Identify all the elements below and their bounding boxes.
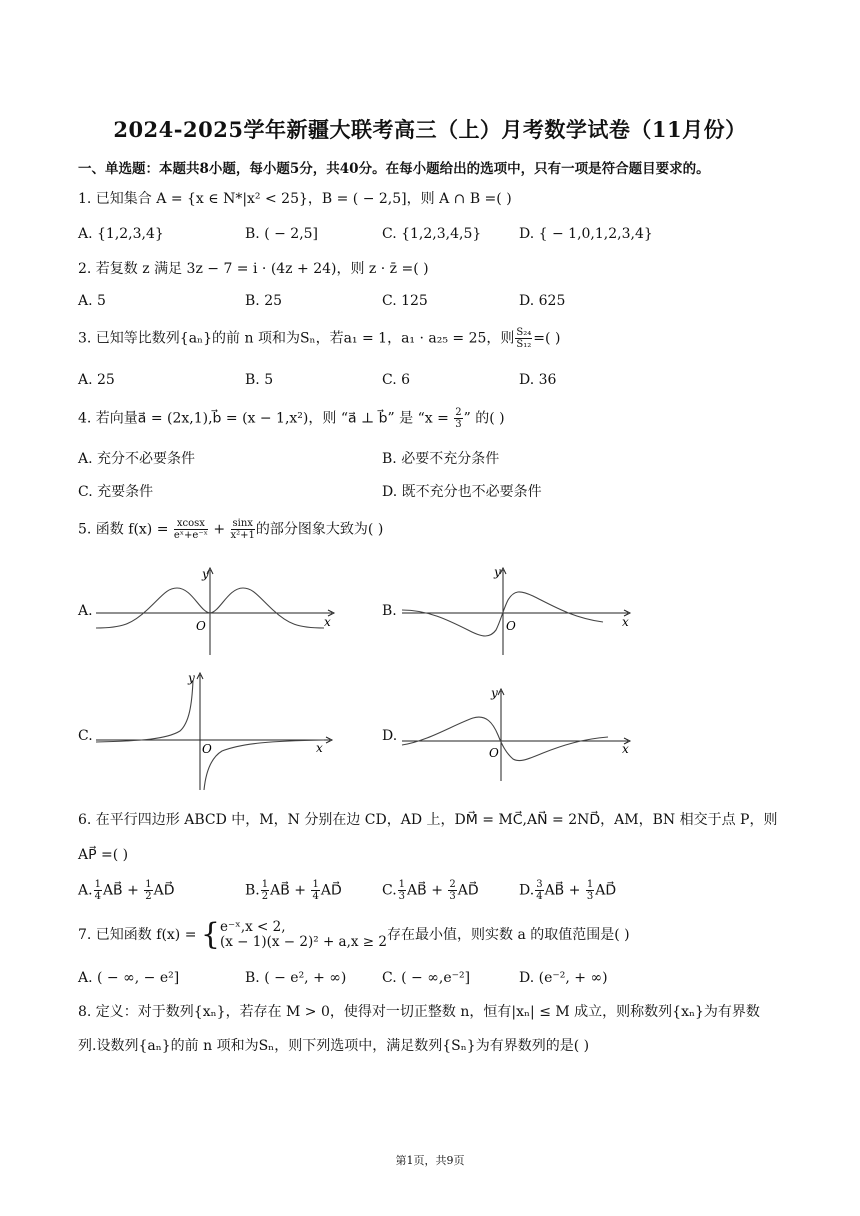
q6-d-term2: AD⃗	[595, 882, 617, 899]
graph-a	[92, 560, 342, 660]
q6-a-frac2-den: 2	[145, 891, 152, 902]
q6-c-frac2-num: 2	[449, 879, 456, 890]
graph-c-x-label: x	[316, 741, 323, 755]
question-6-stem-line2: AP⃗ =( )	[78, 847, 129, 863]
page-title: 2024-2025学年新疆大联考高三（上）月考数学试卷（11月份）	[113, 117, 747, 142]
q6-option-a	[78, 879, 175, 902]
q4-fraction	[454, 407, 462, 430]
q6-a-frac1	[94, 879, 102, 902]
q6-option-c	[382, 879, 479, 902]
q4-option-d: D. 既不充分也不必要条件	[382, 484, 542, 500]
q6-d-label: D.	[519, 882, 535, 899]
question-5-stem	[78, 518, 383, 541]
q6-a-frac2	[144, 879, 152, 902]
q4-frac-den: 3	[455, 419, 462, 430]
q3-fraction	[515, 327, 532, 350]
graph-d	[398, 683, 638, 783]
q3-option-c: C. 6	[382, 372, 411, 388]
q4-stem-end: ” 的( )	[463, 410, 505, 427]
graph-a-y-label: y	[202, 567, 209, 581]
q6-a-term2: AD⃗	[153, 882, 175, 899]
q1-option-c: C. {1,2,3,4,5}	[382, 226, 482, 242]
q7-stem-end: 存在最小值，则实数 a 的取值范围是( )	[387, 927, 630, 943]
q5-stem-text: 5. 函数 f(x) =	[78, 521, 173, 538]
q6-a-term1: AB⃗ +	[102, 882, 144, 899]
q5-frac1-num: xcosx	[174, 518, 208, 530]
q7-piece-1: e⁻ˣ,x < 2,	[219, 919, 286, 935]
q7-piecewise	[220, 920, 387, 950]
q6-b-frac2-den: 4	[312, 891, 319, 902]
graph-b-x-label: x	[622, 615, 629, 629]
q5-fraction-2	[231, 518, 255, 541]
q6-c-term2: AD⃗	[457, 882, 479, 899]
q5-option-c: C.	[78, 728, 93, 744]
q6-option-d	[519, 879, 616, 902]
graph-c-origin: O	[202, 742, 212, 756]
q2-option-b: B. 25	[245, 293, 283, 309]
q5-plus: +	[208, 521, 230, 538]
q7-option-c: C. ( − ∞,e⁻²]	[382, 970, 471, 986]
q6-b-term1: AB⃗ +	[270, 882, 311, 899]
q6-a-frac1-den: 4	[94, 891, 101, 902]
q3-stem-end: =( )	[533, 330, 561, 347]
graph-c-curve-right	[204, 740, 324, 790]
q4-option-a: A. 充分不必要条件	[78, 451, 196, 467]
q2-option-d: D. 625	[519, 293, 566, 309]
q7-brace: {	[200, 917, 220, 952]
q6-a-frac2-num: 1	[145, 879, 152, 890]
graph-b	[398, 560, 638, 660]
q6-b-label: B.	[245, 882, 260, 899]
question-4-stem	[78, 407, 505, 430]
page-footer: 第1页，共9页	[395, 1154, 465, 1167]
q6-d-frac2	[586, 879, 594, 902]
graph-b-origin: O	[506, 619, 516, 633]
q3-frac-den: S₁₂	[516, 339, 532, 350]
q4-stem-text: 4. 若向量a⃗ = (2x,1),b⃗ = (x − 1,x²)，则 “a⃗ ⊥ b⃗” 是 “x =	[78, 410, 454, 427]
q5-stem-end: 的部分图象大致为( )	[255, 521, 384, 538]
q6-option-b	[245, 879, 342, 902]
q5-fraction-1	[174, 518, 208, 541]
q6-b-term2: AD⃗	[320, 882, 342, 899]
question-2-stem: 2. 若复数 z 满足 3z − 7 = i · (4z + 24)，则 z · z̄ =( )	[78, 261, 429, 277]
q1-option-a: A. {1,2,3,4}	[78, 226, 164, 242]
graph-c-y-label: y	[188, 671, 195, 685]
q5-frac1-den: eˣ+e⁻ˣ	[173, 530, 208, 541]
q7-stem-text: 7. 已知函数 f(x) =	[78, 927, 201, 943]
q4-option-c: C. 充要条件	[78, 484, 154, 500]
q2-option-c: C. 125	[382, 293, 428, 309]
q1-option-d: D. { − 1,0,1,2,3,4}	[519, 226, 653, 242]
q3-option-d: D. 36	[519, 372, 557, 388]
section-header: 一、单选题：本题共8小题，每小题5分，共40分。在每小题给出的选项中，只有一项是符合题目要求的。	[78, 161, 710, 177]
q6-d-frac2-den: 3	[586, 891, 594, 902]
q3-stem-text: 3. 已知等比数列{aₙ}的前 n 项和为Sₙ，若a₁ = 1，a₁ · a₂₅ = 25，则	[78, 330, 515, 347]
q6-a-frac1-num: 1	[94, 879, 101, 890]
graph-c	[92, 665, 342, 795]
question-8-stem-line1: 8. 定义：对于数列{xₙ}，若存在 M > 0，使得对一切正整数 n，恒有|xₙ| ≤ M 成立，则称数列{xₙ}为有界数	[78, 1004, 760, 1020]
q7-piece-2: (x − 1)(x − 2)² + a,x ≥ 2	[219, 934, 387, 950]
question-6-stem-line1: 6. 在平行四边形 ABCD 中，M，N 分别在边 CD，AD 上，DM⃗ = MC⃗,AN⃗ = 2ND⃗，AM，BN 相交于点 P，则	[78, 812, 778, 828]
q6-b-frac1	[261, 879, 269, 902]
q2-option-a: A. 5	[78, 293, 106, 309]
q5-frac2-den: x²+1	[230, 530, 255, 541]
q6-d-frac1-num: 3	[536, 879, 543, 890]
graph-d-y-label: y	[491, 686, 498, 700]
q6-c-frac2-den: 3	[449, 891, 456, 902]
q6-b-frac2-num: 1	[312, 879, 319, 890]
q5-frac2-num: sinx	[232, 518, 253, 529]
q3-option-b: B. 5	[245, 372, 274, 388]
question-8-stem-line2: 列.设数列{aₙ}的前 n 项和为Sₙ，则下列选项中，满足数列{Sₙ}为有界数列的是( )	[78, 1038, 590, 1054]
q4-frac-num: 2	[455, 407, 462, 418]
graph-c-curve-left	[96, 680, 193, 742]
q6-b-frac1-num: 1	[261, 879, 269, 890]
graph-d-curve	[402, 717, 608, 761]
question-1-stem: 1. 已知集合 A = {x ∈ N*|x² < 25}，B = ( − 2,5]，则 A ∩ B =( )	[78, 191, 512, 207]
q6-c-frac2	[448, 879, 456, 902]
q6-b-frac1-den: 2	[261, 891, 269, 902]
q6-d-term1: AB⃗ +	[544, 882, 585, 899]
q6-c-term1: AB⃗ +	[407, 882, 448, 899]
q6-b-frac2	[311, 879, 319, 902]
q3-frac-num: S₂₄	[516, 327, 532, 338]
q5-option-b: B.	[382, 603, 397, 619]
q6-d-frac1-den: 4	[536, 891, 543, 902]
q6-c-frac1-num: 1	[398, 879, 406, 890]
question-3-stem	[78, 327, 560, 350]
graph-b-y-label: y	[494, 565, 501, 579]
q5-option-a: A.	[78, 603, 93, 619]
q7-option-b: B. ( − e², + ∞)	[245, 970, 347, 986]
q7-option-a: A. ( − ∞, − e²]	[78, 970, 180, 986]
q3-option-a: A. 25	[78, 372, 115, 388]
graph-a-x-label: x	[324, 615, 331, 629]
q6-c-frac1	[398, 879, 406, 902]
q6-a-label: A.	[78, 882, 93, 899]
question-7-stem	[78, 917, 630, 952]
q6-d-frac2-num: 1	[586, 879, 594, 890]
graph-a-origin: O	[196, 619, 206, 633]
graph-d-origin: O	[489, 746, 499, 760]
q1-option-b: B. ( − 2,5]	[245, 226, 319, 242]
q7-option-d: D. (e⁻², + ∞)	[519, 970, 608, 986]
q6-c-frac1-den: 3	[398, 891, 406, 902]
graph-d-x-label: x	[622, 742, 629, 756]
q6-d-frac1	[535, 879, 543, 902]
q4-option-b: B. 必要不充分条件	[382, 451, 500, 467]
q5-option-d: D.	[382, 728, 398, 744]
q6-c-label: C.	[382, 882, 397, 899]
